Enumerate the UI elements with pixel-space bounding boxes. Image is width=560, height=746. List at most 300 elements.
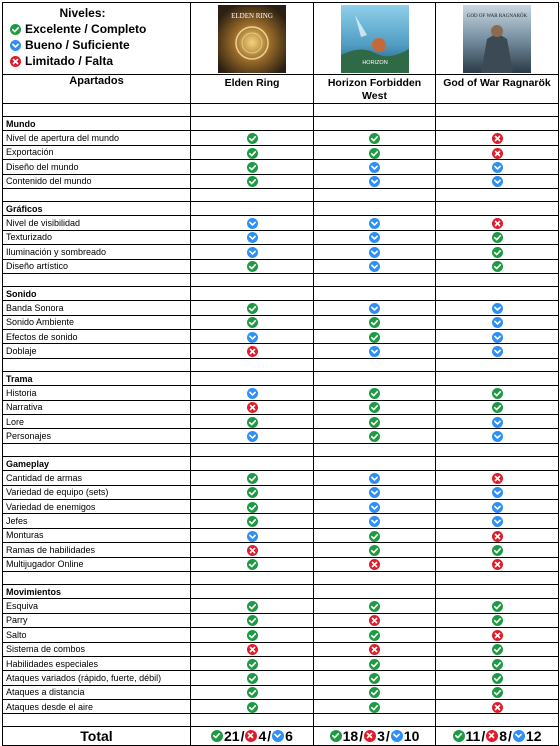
- rating-cell: [314, 543, 436, 557]
- rating-cell: [314, 415, 436, 429]
- check-icon: [369, 702, 380, 713]
- elden-ring-cover-image: [218, 5, 286, 73]
- check-icon: [247, 162, 258, 173]
- chevron-down-icon: [492, 332, 503, 343]
- rating-cell: [314, 344, 436, 358]
- check-icon: [10, 24, 21, 35]
- x-icon: [492, 630, 503, 641]
- rating-cell: [314, 400, 436, 414]
- row-label: Banda Sonora: [3, 301, 191, 315]
- rating-cell: [191, 499, 314, 513]
- rating-cell: [436, 599, 559, 613]
- x-icon: [492, 218, 503, 229]
- chevron-down-icon: [369, 346, 380, 357]
- table-row: [3, 700, 559, 714]
- table-row: [3, 145, 559, 159]
- chevron-down-icon: [391, 730, 403, 742]
- spacer-row: [3, 571, 559, 584]
- table-row: [3, 174, 559, 188]
- row-label: Personajes: [3, 429, 191, 443]
- check-icon: [247, 133, 258, 144]
- check-icon: [453, 730, 465, 742]
- rating-cell: [314, 700, 436, 714]
- rating-cell: [436, 174, 559, 188]
- table-row: [3, 613, 559, 627]
- rating-cell: [191, 259, 314, 273]
- row-label: Lore: [3, 415, 191, 429]
- check-icon: [369, 417, 380, 428]
- total-limitado-count: 8: [499, 728, 508, 745]
- check-icon: [211, 730, 223, 742]
- rating-cell: [436, 700, 559, 714]
- apartados-header: Apartados: [3, 75, 191, 104]
- check-icon: [247, 516, 258, 527]
- row-label: Variedad de enemigos: [3, 499, 191, 513]
- section-title: Sonido: [3, 286, 191, 300]
- chevron-down-icon: [247, 431, 258, 442]
- chevron-down-icon: [492, 516, 503, 527]
- check-icon: [247, 630, 258, 641]
- row-label: Sistema de combos: [3, 642, 191, 656]
- chevron-down-icon: [369, 247, 380, 258]
- rating-cell: [436, 245, 559, 259]
- chevron-down-icon: [369, 218, 380, 229]
- section-title: Movimientos: [3, 584, 191, 598]
- rating-cell: [191, 131, 314, 145]
- rating-cell: [314, 685, 436, 699]
- row-label: Diseño del mundo: [3, 160, 191, 174]
- row-label: Esquiva: [3, 599, 191, 613]
- rating-cell: [436, 160, 559, 174]
- check-icon: [492, 232, 503, 243]
- chevron-down-icon: [247, 232, 258, 243]
- chevron-down-icon: [369, 303, 380, 314]
- row-label: Jefes: [3, 514, 191, 528]
- spacer-row: [3, 443, 559, 456]
- check-icon: [492, 659, 503, 670]
- chevron-down-icon: [369, 162, 380, 173]
- x-icon: [492, 559, 503, 570]
- row-label: Parry: [3, 613, 191, 627]
- rating-cell: [436, 344, 559, 358]
- check-icon: [492, 615, 503, 626]
- check-icon: [492, 402, 503, 413]
- section-header-row: [3, 584, 559, 598]
- rating-cell: [436, 216, 559, 230]
- rating-cell: [314, 216, 436, 230]
- rating-cell: [314, 301, 436, 315]
- rating-cell: [436, 259, 559, 273]
- chevron-down-icon: [369, 502, 380, 513]
- table-row: [3, 514, 559, 528]
- x-icon: [10, 56, 21, 67]
- check-icon: [247, 261, 258, 272]
- rating-cell: [314, 485, 436, 499]
- total-bueno-count: 10: [403, 728, 420, 745]
- rating-cell: [191, 160, 314, 174]
- horizon-cover-image: [341, 5, 409, 73]
- check-icon: [247, 473, 258, 484]
- legend-cell: [3, 3, 191, 75]
- check-icon: [492, 247, 503, 258]
- table-row: [3, 485, 559, 499]
- rating-cell: [314, 245, 436, 259]
- table-row: [3, 528, 559, 542]
- rating-cell: [314, 599, 436, 613]
- check-icon: [492, 545, 503, 556]
- table-row: [3, 656, 559, 670]
- table-row: [3, 230, 559, 244]
- check-icon: [492, 388, 503, 399]
- table-row: [3, 685, 559, 699]
- x-icon: [492, 133, 503, 144]
- check-icon: [247, 659, 258, 670]
- check-icon: [369, 531, 380, 542]
- x-icon: [492, 148, 503, 159]
- row-label: Exportación: [3, 145, 191, 159]
- rating-cell: [436, 429, 559, 443]
- row-label: Ataques a distancia: [3, 685, 191, 699]
- x-icon: [245, 730, 257, 742]
- rating-cell: [436, 400, 559, 414]
- check-icon: [247, 487, 258, 498]
- check-icon: [247, 317, 258, 328]
- rating-cell: [436, 415, 559, 429]
- game-name-god-of-war: God of War Ragnarök: [443, 77, 551, 89]
- chevron-down-icon: [247, 531, 258, 542]
- rating-cell: [191, 301, 314, 315]
- check-icon: [247, 702, 258, 713]
- rating-cell: [191, 471, 314, 485]
- chevron-down-icon: [369, 176, 380, 187]
- rating-cell: [191, 642, 314, 656]
- spacer-row: [3, 714, 559, 727]
- row-label: Texturizado: [3, 230, 191, 244]
- check-icon: [369, 431, 380, 442]
- total-cell: [314, 727, 436, 746]
- check-icon: [247, 303, 258, 314]
- table-row: [3, 160, 559, 174]
- chevron-down-icon: [492, 346, 503, 357]
- total-bueno-count: 6: [285, 728, 293, 745]
- rating-cell: [436, 685, 559, 699]
- rating-cell: [314, 160, 436, 174]
- rating-cell: [191, 386, 314, 400]
- table-row: [3, 415, 559, 429]
- rating-cell: [314, 429, 436, 443]
- legend-title: Niveles:: [59, 6, 106, 20]
- total-limitado-count: 4: [258, 728, 267, 745]
- legend-label: Bueno / Suficiente: [25, 38, 130, 52]
- chevron-down-icon: [492, 162, 503, 173]
- rating-cell: [436, 386, 559, 400]
- table-row: [3, 471, 559, 485]
- x-icon: [247, 545, 258, 556]
- section-header-row: [3, 371, 559, 385]
- x-icon: [369, 644, 380, 655]
- check-icon: [369, 659, 380, 670]
- rating-cell: [436, 471, 559, 485]
- section-title: Gameplay: [3, 456, 191, 470]
- total-row: [3, 727, 559, 746]
- x-icon: [492, 531, 503, 542]
- rating-cell: [314, 230, 436, 244]
- x-icon: [486, 730, 498, 742]
- spacer-row: [3, 104, 559, 117]
- check-icon: [247, 615, 258, 626]
- rating-cell: [436, 330, 559, 344]
- check-icon: [247, 601, 258, 612]
- legend-item-excelente: [10, 21, 187, 37]
- check-icon: [247, 559, 258, 570]
- rating-cell: [191, 485, 314, 499]
- rating-cell: [191, 700, 314, 714]
- rating-cell: [436, 613, 559, 627]
- legend-item-bueno: [10, 37, 187, 53]
- column-header-row: [3, 75, 559, 104]
- rating-cell: [191, 528, 314, 542]
- chevron-down-icon: [369, 261, 380, 272]
- rating-cell: [191, 230, 314, 244]
- rating-cell: [191, 216, 314, 230]
- table-row: [3, 557, 559, 571]
- legend-item-limitado: [10, 53, 187, 69]
- row-label: Habilidades especiales: [3, 656, 191, 670]
- rating-cell: [191, 514, 314, 528]
- rating-cell: [436, 528, 559, 542]
- check-icon: [369, 317, 380, 328]
- spacer-row: [3, 273, 559, 286]
- x-icon: [492, 702, 503, 713]
- row-label: Ramas de habilidades: [3, 543, 191, 557]
- rating-cell: [436, 499, 559, 513]
- check-icon: [369, 673, 380, 684]
- section-title: Mundo: [3, 117, 191, 131]
- table-row: [3, 400, 559, 414]
- chevron-down-icon: [247, 388, 258, 399]
- section-title: Gráficos: [3, 201, 191, 215]
- rating-cell: [436, 656, 559, 670]
- check-icon: [369, 402, 380, 413]
- chevron-down-icon: [492, 502, 503, 513]
- check-icon: [492, 644, 503, 655]
- game-name-elden-ring: Elden Ring: [224, 77, 280, 89]
- row-label: Diseño artístico: [3, 259, 191, 273]
- rating-cell: [191, 145, 314, 159]
- row-label: Ataques variados (rápido, fuerte, débil): [3, 671, 191, 685]
- chevron-down-icon: [10, 40, 21, 51]
- rating-cell: [191, 315, 314, 329]
- table-row: [3, 131, 559, 145]
- rating-cell: [436, 315, 559, 329]
- table-row: [3, 386, 559, 400]
- check-icon: [369, 332, 380, 343]
- check-icon: [247, 417, 258, 428]
- row-label: Variedad de equipo (sets): [3, 485, 191, 499]
- rating-cell: [191, 543, 314, 557]
- rating-cell: [314, 259, 436, 273]
- table-row: [3, 543, 559, 557]
- table-row: [3, 599, 559, 613]
- rating-cell: [314, 330, 436, 344]
- x-icon: [247, 346, 258, 357]
- rating-cell: [436, 301, 559, 315]
- row-label: Doblaje: [3, 344, 191, 358]
- game-name-horizon: Horizon Forbidden West: [327, 77, 422, 102]
- table-row: [3, 301, 559, 315]
- total-counts: 21 / 4 / 6: [194, 730, 310, 742]
- row-label: Sonido Ambiente: [3, 315, 191, 329]
- comparison-table: [2, 2, 559, 746]
- rating-cell: [191, 330, 314, 344]
- rating-cell: [191, 671, 314, 685]
- rating-cell: [191, 245, 314, 259]
- rating-cell: [314, 628, 436, 642]
- legend-label: Excelente / Completo: [25, 22, 147, 36]
- rating-cell: [436, 514, 559, 528]
- section-header-row: [3, 286, 559, 300]
- rating-cell: [191, 344, 314, 358]
- rating-cell: [436, 131, 559, 145]
- spacer-row: [3, 358, 559, 371]
- total-label: Total: [3, 727, 191, 746]
- section-header-row: [3, 456, 559, 470]
- check-icon: [492, 687, 503, 698]
- rating-cell: [191, 400, 314, 414]
- rating-cell: [314, 671, 436, 685]
- rating-cell: [436, 557, 559, 571]
- total-excelente-count: 18: [342, 728, 359, 745]
- row-label: Narrativa: [3, 400, 191, 414]
- total-counts: 18 / 3 / 10: [317, 730, 432, 742]
- rating-cell: [314, 315, 436, 329]
- total-cell: [436, 727, 559, 746]
- rating-cell: [314, 499, 436, 513]
- rating-cell: [436, 628, 559, 642]
- total-limitado-count: 3: [377, 728, 385, 745]
- rating-cell: [191, 599, 314, 613]
- rating-cell: [436, 230, 559, 244]
- chevron-down-icon: [492, 487, 503, 498]
- total-bueno-count: 12: [525, 728, 542, 745]
- rating-cell: [191, 429, 314, 443]
- total-cell: [191, 727, 314, 746]
- table-row: [3, 344, 559, 358]
- table-row: [3, 628, 559, 642]
- rating-cell: [191, 685, 314, 699]
- spacer-row: [3, 188, 559, 201]
- table-row: [3, 216, 559, 230]
- x-icon: [364, 730, 376, 742]
- rating-cell: [191, 557, 314, 571]
- x-icon: [247, 402, 258, 413]
- rating-cell: [314, 656, 436, 670]
- header-row: [3, 3, 559, 75]
- chevron-down-icon: [369, 487, 380, 498]
- chevron-down-icon: [492, 176, 503, 187]
- total-excelente-count: 11: [465, 728, 481, 745]
- chevron-down-icon: [369, 232, 380, 243]
- rating-cell: [314, 145, 436, 159]
- table-row: [3, 642, 559, 656]
- legend-label: Limitado / Falta: [25, 54, 114, 68]
- x-icon: [369, 559, 380, 570]
- check-icon: [369, 630, 380, 641]
- check-icon: [247, 148, 258, 159]
- chevron-down-icon: [513, 730, 525, 742]
- chevron-down-icon: [492, 303, 503, 314]
- rating-cell: [436, 145, 559, 159]
- row-label: Monturas: [3, 528, 191, 542]
- rating-cell: [191, 613, 314, 627]
- chevron-down-icon: [492, 431, 503, 442]
- rating-cell: [436, 485, 559, 499]
- rating-cell: [191, 628, 314, 642]
- section-title: Trama: [3, 371, 191, 385]
- table-row: [3, 330, 559, 344]
- chevron-down-icon: [492, 417, 503, 428]
- rating-cell: [314, 174, 436, 188]
- rating-cell: [314, 131, 436, 145]
- x-icon: [492, 473, 503, 484]
- rating-cell: [436, 642, 559, 656]
- check-icon: [369, 545, 380, 556]
- svg-text:HORIZON: HORIZON: [361, 60, 388, 66]
- cover-cell-horizon: [314, 3, 436, 75]
- check-icon: [369, 133, 380, 144]
- svg-text:ELDEN RING: ELDEN RING: [231, 12, 273, 20]
- chevron-down-icon: [247, 332, 258, 343]
- check-icon: [492, 673, 503, 684]
- row-label: Ataques desde el aire: [3, 700, 191, 714]
- section-header-row: [3, 117, 559, 131]
- row-label: Historia: [3, 386, 191, 400]
- check-icon: [492, 601, 503, 612]
- check-icon: [247, 502, 258, 513]
- chevron-down-icon: [492, 317, 503, 328]
- row-label: Nivel de visibilidad: [3, 216, 191, 230]
- cover-cell-god-of-war: [436, 3, 559, 75]
- rating-cell: [191, 656, 314, 670]
- table-row: [3, 259, 559, 273]
- rating-cell: [314, 613, 436, 627]
- chevron-down-icon: [247, 218, 258, 229]
- chevron-down-icon: [247, 247, 258, 258]
- check-icon: [247, 176, 258, 187]
- row-label: Iluminación y sombreado: [3, 245, 191, 259]
- rating-cell: [436, 671, 559, 685]
- rating-cell: [314, 386, 436, 400]
- rating-cell: [314, 528, 436, 542]
- row-label: Efectos de sonido: [3, 330, 191, 344]
- check-icon: [369, 148, 380, 159]
- god-of-war-cover-image: [463, 5, 531, 73]
- chevron-down-icon: [369, 516, 380, 527]
- check-icon: [330, 730, 342, 742]
- row-label: Cantidad de armas: [3, 471, 191, 485]
- chevron-down-icon: [272, 730, 284, 742]
- row-label: Nivel de apertura del mundo: [3, 131, 191, 145]
- check-icon: [369, 388, 380, 399]
- check-icon: [247, 687, 258, 698]
- check-icon: [369, 687, 380, 698]
- cover-cell-elden-ring: [191, 3, 314, 75]
- rating-cell: [314, 557, 436, 571]
- svg-text:GOD OF WAR RAGNARÖK: GOD OF WAR RAGNARÖK: [466, 14, 528, 19]
- x-icon: [369, 615, 380, 626]
- table-row: [3, 315, 559, 329]
- rating-cell: [191, 415, 314, 429]
